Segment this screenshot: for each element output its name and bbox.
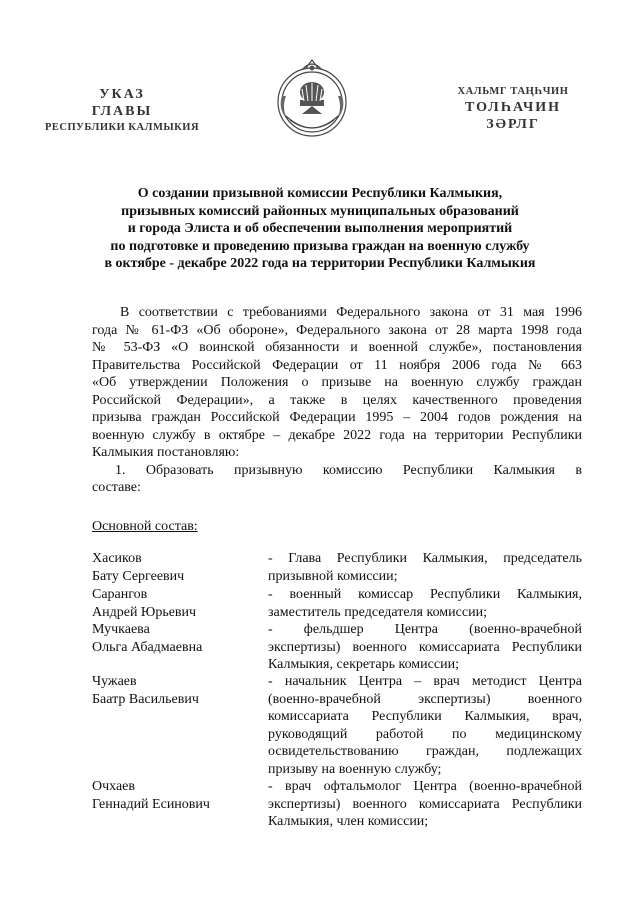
title-line: по подготовке и проведению призыва граждан на военную службу <box>110 238 530 254</box>
member-name <box>92 550 252 585</box>
role-line: экспертизы) военного комиссариата Республики <box>268 639 582 655</box>
role-line: - начальник Центра – врач методист Центра <box>268 674 582 689</box>
member-role <box>268 778 582 831</box>
member-surname: Очхаев <box>92 779 136 794</box>
preamble-line: призыва граждан Российской Федерации 1995 – 2004 годов рождения на <box>92 410 582 425</box>
header-left-line-2: ГЛАВЫ <box>91 104 153 119</box>
member-given-name: Баатр Васильевич <box>92 691 199 707</box>
role-line: экспертизы) военного комиссариата Республики <box>268 796 582 812</box>
preamble-line: Правительства Российской Федерации от 11 ноября 2006 года № 663 <box>92 357 582 373</box>
member-name <box>92 778 252 813</box>
member-surname: Хасиков <box>92 551 142 566</box>
member-surname: Мучкаева <box>92 622 150 637</box>
role-line: призыву на военную службу; <box>268 761 442 777</box>
role-line: - Глава Республики Калмыкия, председатель <box>268 551 582 566</box>
role-line: - врач офтальмолог Центра (военно-врачебной <box>268 779 582 794</box>
header-left-line-3: РЕСПУБЛИКИ КАЛМЫКИЯ <box>44 122 200 133</box>
title-line: и города Элиста и об обеспечении выполнения мероприятий <box>127 221 513 236</box>
point-1-line: 1. Образовать призывную комиссию Республики Калмыкия в <box>115 462 582 478</box>
preamble-line: № 53-ФЗ «О воинской обязанности и военной службе», постановления <box>92 340 582 355</box>
preamble-line: Калмыкия постановляю: <box>92 445 240 460</box>
title-line: призывных комиссий районных муниципальных образований <box>121 203 519 219</box>
role-line: - военный комиссар Республики Калмыкия, <box>268 587 582 602</box>
member-given-name: Геннадий Есинович <box>92 796 210 812</box>
member-name <box>92 621 252 656</box>
preamble-paragraph <box>92 304 582 497</box>
member-role <box>268 550 582 585</box>
header-left-block <box>32 86 212 135</box>
section-heading: Основной состав: <box>92 519 198 534</box>
member-surname: Чужаев <box>92 674 137 689</box>
role-line: комиссариата Республики Калмыкия, врач, <box>268 709 582 724</box>
preamble-line: Российской Федерации», а также в целях качественного проведения <box>92 392 582 408</box>
member-role <box>268 673 582 778</box>
role-line: призывной комиссии; <box>268 568 398 584</box>
header-right-line-2: ТОЛҺАЧИН <box>464 100 562 115</box>
role-line: (военно-врачебной экспертизы) военного <box>268 691 582 707</box>
member-role <box>268 586 582 621</box>
role-line: освидетельствованию граждан, подлежащих <box>268 744 582 759</box>
preamble-line: военную службу в октябре – декабре 2022 года на территории Республики <box>92 427 582 443</box>
point-1-line: составе: <box>92 480 141 495</box>
role-line: Калмыкия, член комиссии; <box>268 814 429 829</box>
member-surname: Сарангов <box>92 587 148 602</box>
role-line: Калмыкия, секретарь комиссии; <box>268 657 459 672</box>
title-line: О создании призывной комиссии Республики Калмыкия, <box>137 186 503 201</box>
title-line: в октябре - декабре 2022 года на территории Республики Калмыкия <box>104 256 536 271</box>
member-given-name: Андрей Юрьевич <box>92 604 197 620</box>
header-right-block <box>448 84 578 133</box>
header-left-line-1: УКАЗ <box>99 87 145 102</box>
member-given-name: Бату Сергеевич <box>92 568 185 584</box>
preamble-line: В соответствии с требованиями Федерального закона от 31 мая 1996 <box>120 305 582 320</box>
header-right-line-1: ХАЛЬМГ ТАҢҺЧИН <box>457 86 569 97</box>
preamble-line: года № 61-ФЗ «Об обороне», Федерального закона от 28 марта 1998 года <box>92 322 582 338</box>
member-role <box>268 621 582 674</box>
header-right-line-3: ЗӘРЛГ <box>486 117 540 132</box>
role-line: руководящий работой по медицинскому <box>268 726 582 742</box>
preamble-line: «Об утверждении Положения о призыве на военную службу граждан <box>92 375 582 390</box>
member-name <box>92 673 252 708</box>
coat-of-arms-emblem-icon <box>272 56 352 144</box>
member-name <box>92 586 252 621</box>
member-given-name: Ольга Абадмаевна <box>92 639 203 655</box>
document-title <box>60 185 580 273</box>
role-line: заместитель председателя комиссии; <box>268 604 487 620</box>
role-line: - фельдшер Центра (военно-врачебной <box>268 622 582 637</box>
